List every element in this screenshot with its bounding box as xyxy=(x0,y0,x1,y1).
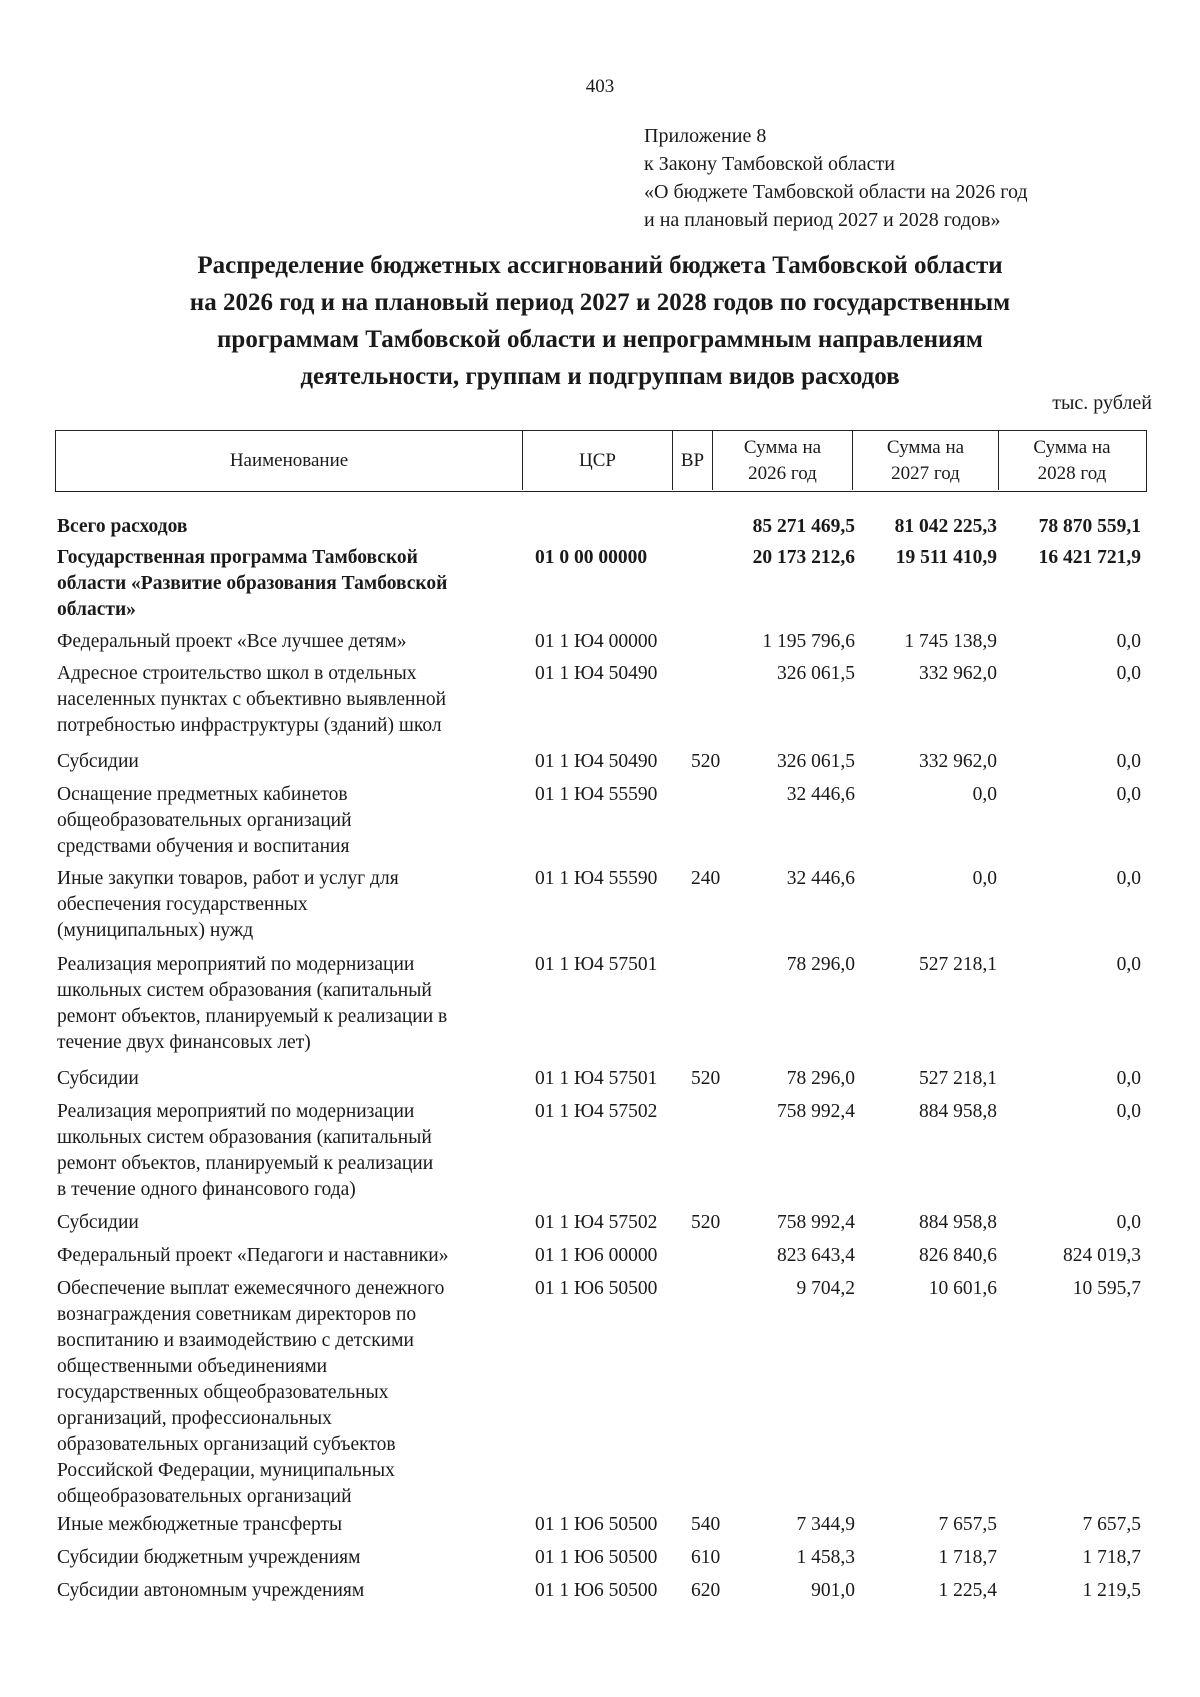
row-name-line: Субсидии xyxy=(57,1068,139,1089)
row-sum-2027: 0,0 xyxy=(972,784,997,805)
row-name-line: Субсидии автономным учреждениям xyxy=(57,1580,365,1601)
row-name-line: воспитанию и взаимодействию с детскими xyxy=(57,1330,414,1351)
row-sum-2026: 758 992,4 xyxy=(777,1101,855,1122)
row-name xyxy=(57,749,517,775)
appendix-line: и на плановый период 2027 и 2028 годов» xyxy=(644,209,1001,231)
row-sum-2027: 0,0 xyxy=(972,868,997,889)
row-sum-2027: 884 958,8 xyxy=(919,1212,997,1233)
row-sum-2027: 1 225,4 xyxy=(938,1580,997,1601)
row-sum-2027: 81 042 225,3 xyxy=(894,516,997,537)
header-sum-2027: Сумма на 2027 год xyxy=(853,431,999,490)
row-name-line: ремонт объектов, планируемый к реализации в xyxy=(57,1006,448,1027)
row-name xyxy=(57,952,517,1056)
row-sum-2028: 0,0 xyxy=(1116,868,1141,889)
row-sum-2027: 332 962,0 xyxy=(919,751,997,772)
row-sum-2027: 527 218,1 xyxy=(919,1068,997,1089)
row-name-line: течение двух финансовых лет) xyxy=(57,1032,311,1053)
row-name xyxy=(57,1276,517,1510)
row-name-line: общественными объединениями xyxy=(57,1356,328,1377)
row-csr: 01 1 Ю6 50500 xyxy=(535,1580,658,1601)
row-name-line: школьных систем образования (капитальный xyxy=(57,980,432,1001)
row-sum-2028: 16 421 721,9 xyxy=(1038,547,1141,568)
appendix-line: Приложение 8 xyxy=(644,125,767,147)
row-vr: 610 xyxy=(691,1547,721,1568)
row-name-line: вознаграждения советникам директоров по xyxy=(57,1304,417,1325)
header-vr: ВР xyxy=(673,431,713,490)
header-sum-2026: Сумма на 2026 год xyxy=(713,431,853,490)
row-name-line: Адресное строительство школ в отдельных xyxy=(57,663,417,684)
row-sum-2026: 823 643,4 xyxy=(777,1245,855,1266)
row-csr: 01 1 Ю4 50490 xyxy=(535,663,658,684)
row-vr: 520 xyxy=(691,1068,721,1089)
row-sum-2028: 1 718,7 xyxy=(1082,1547,1141,1568)
title-line: на 2026 год и на плановый период 2027 и 2028 годов по государственным xyxy=(189,289,1011,316)
row-sum-2028: 7 657,5 xyxy=(1082,1514,1141,1535)
row-csr: 01 1 Ю4 57502 xyxy=(535,1212,658,1233)
row-vr: 520 xyxy=(691,751,721,772)
row-csr: 01 1 Ю6 00000 xyxy=(535,1245,658,1266)
row-sum-2027: 884 958,8 xyxy=(919,1101,997,1122)
row-sum-2026: 1 458,3 xyxy=(796,1547,855,1568)
row-sum-2028: 0,0 xyxy=(1116,1101,1141,1122)
row-name-line: образовательных организаций субъектов xyxy=(57,1434,396,1455)
row-csr: 01 1 Ю4 55590 xyxy=(535,868,658,889)
row-name xyxy=(57,1545,517,1571)
row-name-line: Реализация мероприятий по модернизации xyxy=(57,1101,415,1122)
header-name: Наименование xyxy=(56,431,523,490)
row-sum-2028: 0,0 xyxy=(1116,1068,1141,1089)
row-vr: 540 xyxy=(691,1514,721,1535)
row-sum-2028: 1 219,5 xyxy=(1082,1580,1141,1601)
row-name-line: Российской Федерации, муниципальных xyxy=(57,1460,395,1481)
row-sum-2026: 901,0 xyxy=(811,1580,855,1601)
row-name-line: Федеральный проект «Педагоги и наставники» xyxy=(57,1245,449,1266)
row-name-line: организаций, профессиональных xyxy=(57,1408,332,1429)
row-sum-2027: 19 511 410,9 xyxy=(895,547,997,568)
row-name-line: Федеральный проект «Все лучшее детям» xyxy=(57,631,407,652)
page-number: 403 xyxy=(585,76,615,97)
row-sum-2026: 20 173 212,6 xyxy=(752,547,855,568)
row-name-line: потребностью инфраструктуры (зданий) школ xyxy=(57,715,442,736)
row-name-line: обеспечения государственных xyxy=(57,894,308,915)
row-name xyxy=(57,545,517,623)
row-name-line: в течение одного финансового года) xyxy=(57,1179,356,1200)
row-name-line: Обеспечение выплат ежемесячного денежного xyxy=(57,1278,445,1299)
row-csr: 01 0 00 00000 xyxy=(535,547,648,568)
row-vr: 520 xyxy=(691,1212,721,1233)
row-name-line: Субсидии xyxy=(57,1212,139,1233)
header-csr: ЦСР xyxy=(523,431,673,490)
row-csr: 01 1 Ю6 50500 xyxy=(535,1278,658,1299)
row-sum-2026: 78 296,0 xyxy=(786,954,855,975)
row-sum-2026: 326 061,5 xyxy=(777,751,855,772)
row-sum-2026: 9 704,2 xyxy=(796,1278,855,1299)
row-sum-2027: 527 218,1 xyxy=(919,954,997,975)
row-name-line: Всего расходов xyxy=(57,516,188,537)
appendix-line: «О бюджете Тамбовской области на 2026 год xyxy=(644,181,1028,203)
row-sum-2027: 7 657,5 xyxy=(938,1514,997,1535)
row-name xyxy=(57,1243,517,1269)
row-sum-2028: 0,0 xyxy=(1116,663,1141,684)
row-name xyxy=(57,1066,517,1092)
row-csr: 01 1 Ю6 50500 xyxy=(535,1514,658,1535)
row-sum-2027: 332 962,0 xyxy=(919,663,997,684)
row-sum-2028: 78 870 559,1 xyxy=(1038,516,1141,537)
appendix-line: к Закону Тамбовской области xyxy=(644,153,895,175)
row-csr: 01 1 Ю6 50500 xyxy=(535,1547,658,1568)
row-name-line: Субсидии бюджетным учреждениям xyxy=(57,1547,361,1568)
document-title xyxy=(80,247,1120,395)
unit-label: тыс. рублей xyxy=(1052,392,1152,414)
row-sum-2028: 824 019,3 xyxy=(1063,1245,1141,1266)
row-vr: 620 xyxy=(691,1580,721,1601)
row-name-line: Иные закупки товаров, работ и услуг для xyxy=(57,868,399,889)
row-name-line: средствами обучения и воспитания xyxy=(57,836,350,857)
row-sum-2028: 0,0 xyxy=(1116,784,1141,805)
row-sum-2026: 32 446,6 xyxy=(786,868,855,889)
row-sum-2027: 10 601,6 xyxy=(928,1278,997,1299)
row-sum-2028: 0,0 xyxy=(1116,1212,1141,1233)
row-name xyxy=(57,1578,517,1604)
row-name-line: общеобразовательных организаций xyxy=(57,1486,352,1507)
row-sum-2026: 1 195 796,6 xyxy=(762,631,855,652)
row-name xyxy=(57,1099,517,1203)
row-name-line: области» xyxy=(57,599,136,620)
row-name xyxy=(57,514,517,540)
row-sum-2027: 1 745 138,9 xyxy=(904,631,997,652)
title-line: программам Тамбовской области и непрограммным направлениям xyxy=(217,326,983,353)
row-name xyxy=(57,629,517,655)
row-csr: 01 1 Ю4 50490 xyxy=(535,751,658,772)
row-sum-2026: 326 061,5 xyxy=(777,663,855,684)
row-sum-2028: 0,0 xyxy=(1116,631,1141,652)
row-sum-2028: 0,0 xyxy=(1116,751,1141,772)
row-sum-2026: 78 296,0 xyxy=(786,1068,855,1089)
header-sum-2028: Сумма на 2028 год xyxy=(1033,436,1111,484)
table-header xyxy=(55,430,1147,492)
row-name xyxy=(57,1210,517,1236)
row-name xyxy=(57,1512,517,1538)
row-name-line: школьных систем образования (капитальный xyxy=(57,1127,432,1148)
row-name-line: Субсидии xyxy=(57,751,139,772)
row-name xyxy=(57,866,517,944)
row-csr: 01 1 Ю4 57502 xyxy=(535,1101,658,1122)
row-sum-2026: 85 271 469,5 xyxy=(752,516,855,537)
row-name-line: общеобразовательных организаций xyxy=(57,810,352,831)
row-name-line: области «Развитие образования Тамбовской xyxy=(57,573,448,594)
row-sum-2026: 758 992,4 xyxy=(777,1212,855,1233)
title-line: деятельности, группам и подгруппам видов расходов xyxy=(300,363,900,390)
row-name xyxy=(57,782,517,860)
row-name-line: населенных пунктах с объективно выявленной xyxy=(57,689,447,710)
row-sum-2027: 826 840,6 xyxy=(919,1245,997,1266)
row-sum-2028: 10 595,7 xyxy=(1072,1278,1141,1299)
row-csr: 01 1 Ю4 57501 xyxy=(535,1068,658,1089)
row-name-line: Оснащение предметных кабинетов xyxy=(57,784,348,805)
row-csr: 01 1 Ю4 00000 xyxy=(535,631,658,652)
row-name-line: Иные межбюджетные трансферты xyxy=(57,1514,343,1535)
row-name-line: (муниципальных) нужд xyxy=(57,920,254,941)
row-sum-2028: 0,0 xyxy=(1116,954,1141,975)
title-line: Распределение бюджетных ассигнований бюджета Тамбовской области xyxy=(197,252,1003,279)
row-name-line: Государственная программа Тамбовской xyxy=(57,547,418,568)
row-name xyxy=(57,661,517,739)
row-csr: 01 1 Ю4 57501 xyxy=(535,954,658,975)
row-name-line: Реализация мероприятий по модернизации xyxy=(57,954,415,975)
row-sum-2026: 32 446,6 xyxy=(786,784,855,805)
row-vr: 240 xyxy=(691,868,721,889)
row-sum-2026: 7 344,9 xyxy=(796,1514,855,1535)
row-csr: 01 1 Ю4 55590 xyxy=(535,784,658,805)
appendix-note xyxy=(644,122,1028,234)
row-sum-2027: 1 718,7 xyxy=(938,1547,997,1568)
row-name-line: ремонт объектов, планируемый к реализации xyxy=(57,1153,434,1174)
row-name-line: государственных общеобразовательных xyxy=(57,1382,389,1403)
